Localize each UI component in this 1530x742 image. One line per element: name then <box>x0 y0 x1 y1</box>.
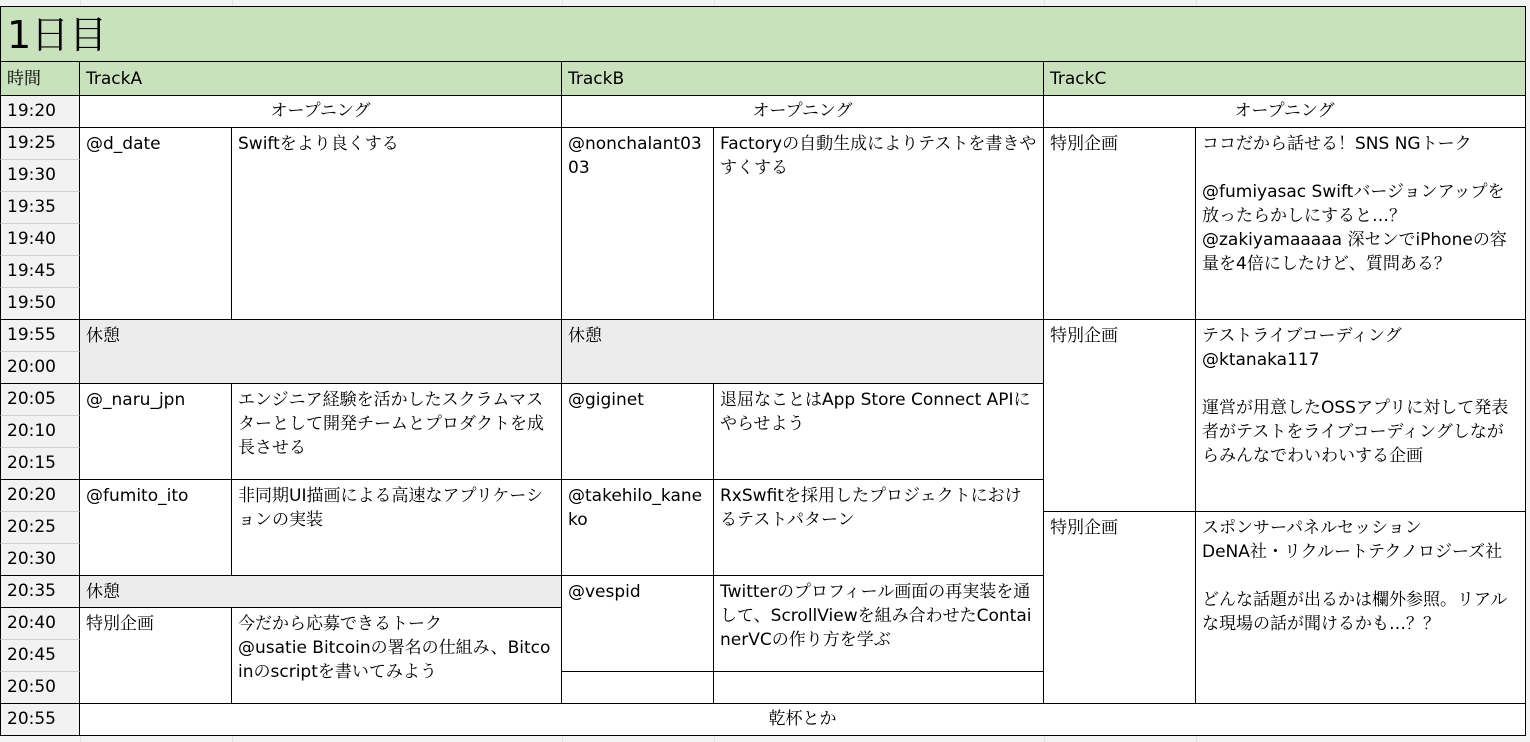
time-cell[interactable]: 20:35 <box>0 576 80 608</box>
track-b-session-2-speaker[interactable]: @giginet <box>562 384 714 480</box>
track-a-session-2-title[interactable]: エンジニア経験を活かしたスクラムマスターとして開発チームとプロダクトを成長させる <box>232 384 562 480</box>
time-cell[interactable]: 20:50 <box>0 672 80 704</box>
track-c-session-2-label[interactable]: 特別企画 <box>1044 320 1196 512</box>
track-b-session-3-speaker[interactable]: @takehilo_kaneko <box>562 480 714 576</box>
track-a-session-4-speaker[interactable]: 特別企画 <box>80 608 232 704</box>
track-b-session-1-title[interactable]: Factoryの自動生成によりテストを書きやすくする <box>714 128 1044 320</box>
time-cell[interactable]: 19:35 <box>0 192 80 224</box>
empty-cell[interactable] <box>562 672 714 704</box>
track-c-session-2-title[interactable]: テストライブコーディング @ktanaka117 運営が用意したOSSアプリに対して発表者がテストをライブコーディングしながらみんなでわいわいする企画 <box>1196 320 1526 512</box>
header-track-c[interactable]: TrackC <box>1044 62 1526 96</box>
day-title[interactable]: 1日目 <box>0 6 1526 62</box>
time-cell[interactable]: 20:55 <box>0 704 80 736</box>
time-cell[interactable]: 20:25 <box>0 512 80 544</box>
track-a-session-1-speaker[interactable]: @d_date <box>80 128 232 320</box>
time-cell[interactable]: 19:20 <box>0 96 80 128</box>
track-a-break-1[interactable]: 休憩 <box>80 320 562 384</box>
track-c-session-3-title[interactable]: スポンサーパネルセッション DeNA社・リクルートテクノロジーズ社 どんな話題が出るかは欄外参照。リアルな現場の話が聞けるかも…？？ <box>1196 512 1526 704</box>
header-track-b[interactable]: TrackB <box>562 62 1044 96</box>
track-b-session-3-title[interactable]: RxSwfitを採用したプロジェクトにおけるテストパターン <box>714 480 1044 576</box>
time-cell[interactable]: 20:00 <box>0 352 80 384</box>
opening-track-a[interactable]: オープニング <box>80 96 562 128</box>
track-a-session-2-speaker[interactable]: @_naru_jpn <box>80 384 232 480</box>
track-b-session-4-title[interactable]: Twitterのプロフィール画面の再実装を通して、ScrollViewを組み合わせたContainerVCの作り方を学ぶ <box>714 576 1044 672</box>
track-b-session-1-speaker[interactable]: @nonchalant0303 <box>562 128 714 320</box>
empty-cell[interactable] <box>714 672 1044 704</box>
track-b-session-2-title[interactable]: 退屈なことはApp Store Connect APIにやらせよう <box>714 384 1044 480</box>
time-cell[interactable]: 20:40 <box>0 608 80 640</box>
track-a-break-2[interactable]: 休憩 <box>80 576 562 608</box>
time-cell[interactable]: 20:15 <box>0 448 80 480</box>
time-cell[interactable]: 19:45 <box>0 256 80 288</box>
time-cell[interactable]: 20:05 <box>0 384 80 416</box>
track-c-session-3-label[interactable]: 特別企画 <box>1044 512 1196 704</box>
time-cell[interactable]: 20:10 <box>0 416 80 448</box>
header-time[interactable]: 時間 <box>0 62 80 96</box>
opening-track-c[interactable]: オープニング <box>1044 96 1526 128</box>
time-cell[interactable]: 19:55 <box>0 320 80 352</box>
track-c-session-1-label[interactable]: 特別企画 <box>1044 128 1196 320</box>
track-a-session-1-title[interactable]: Swiftをより良くする <box>232 128 562 320</box>
track-a-session-4-title[interactable]: 今だから応募できるトーク @usatie Bitcoinの署名の仕組み、Bitcoinのscriptを書いてみよう <box>232 608 562 704</box>
track-b-break-1[interactable]: 休憩 <box>562 320 1044 384</box>
track-a-session-3-title[interactable]: 非同期UI描画による高速なアプリケーションの実装 <box>232 480 562 576</box>
time-cell[interactable]: 19:30 <box>0 160 80 192</box>
opening-track-b[interactable]: オープニング <box>562 96 1044 128</box>
time-cell[interactable]: 19:40 <box>0 224 80 256</box>
header-track-a[interactable]: TrackA <box>80 62 562 96</box>
time-cell[interactable]: 19:50 <box>0 288 80 320</box>
track-b-session-4-speaker[interactable]: @vespid <box>562 576 714 672</box>
closing-cell[interactable]: 乾杯とか <box>80 704 1526 736</box>
time-cell[interactable]: 19:25 <box>0 128 80 160</box>
time-cell[interactable]: 20:20 <box>0 480 80 512</box>
time-cell[interactable]: 20:45 <box>0 640 80 672</box>
time-cell[interactable]: 20:30 <box>0 544 80 576</box>
track-a-session-3-speaker[interactable]: @fumito_ito <box>80 480 232 576</box>
track-c-session-1-title[interactable]: ココだから話せる！SNS NGトーク @fumiyasac Swiftバージョンアップを放ったらかしにすると…？ @zakiyamaaaaa 深センでiPhoneの容量を4倍にしたけど、質問ある？ <box>1196 128 1526 320</box>
